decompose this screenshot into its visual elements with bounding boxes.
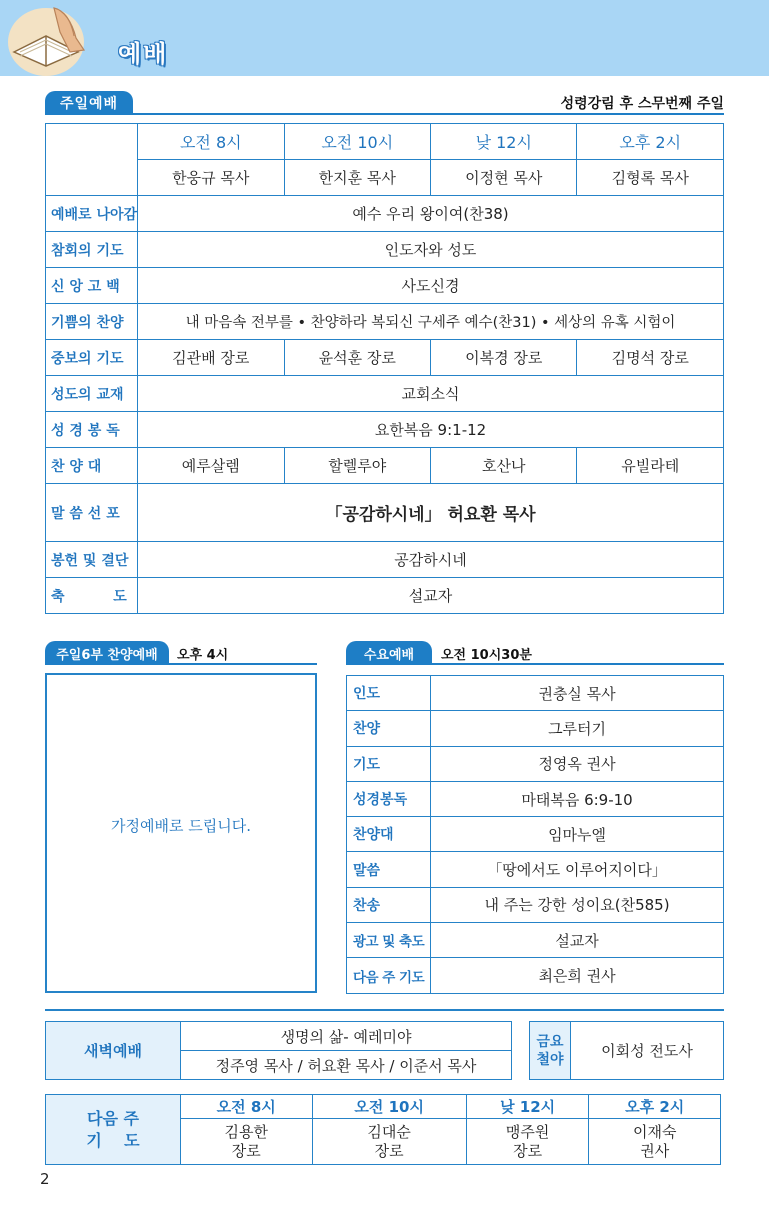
row-label: 봉헌 및 결단 [46, 542, 138, 578]
row-value: 마태복음 6:9-10 [431, 781, 724, 816]
dawn-theme: 생명의 삶- 예레미야 [181, 1022, 512, 1051]
tab-wednesday-worship: 수요예배 [346, 641, 432, 665]
row-label: 성도의 교재 [46, 376, 138, 412]
person-title: 장로 [374, 1141, 404, 1160]
person-name: 맹주원 [505, 1122, 550, 1141]
time-cell: 오후 2시 [577, 124, 724, 160]
friday-label-line: 철야 [536, 1051, 564, 1068]
next-prayer-label-line: 다음 주 [87, 1108, 139, 1128]
tab-underline [45, 113, 724, 115]
friday-vigil-label [530, 1022, 571, 1080]
time-cell: 낮 12시 [431, 124, 577, 160]
row-value: 그루터기 [431, 711, 724, 746]
tab-underline [346, 663, 724, 665]
person-title: 장로 [513, 1141, 543, 1160]
praise-time: 오후 4시 [177, 648, 229, 663]
row-value: 예수 우리 왕이여(찬38) [138, 196, 724, 232]
row-label: 말 씀 선 포 [46, 484, 138, 542]
row-label: 성경봉독 [347, 781, 431, 816]
prayer-cell: 윤석훈 장로 [284, 340, 430, 376]
person-name: 김대순 [367, 1122, 411, 1141]
choir-cell: 예루살렘 [138, 448, 284, 484]
dawn-leaders: 정주영 목사 / 허요환 목사 / 이준서 목사 [181, 1051, 512, 1080]
dawn-worship-table [45, 1021, 512, 1080]
row-value: 사도신경 [138, 268, 724, 304]
choir-cell: 할렐루야 [284, 448, 430, 484]
friday-vigil-table [529, 1021, 724, 1080]
section-divider [45, 1009, 724, 1011]
time-cell: 오전 10시 [284, 124, 430, 160]
row-label: 참회의 기도 [46, 232, 138, 268]
row-label: 광고 및 축도 [347, 923, 431, 958]
row-label: 중보의 기도 [46, 340, 138, 376]
person-title: 장로 [231, 1141, 261, 1160]
prayer-person-cell [466, 1119, 589, 1165]
choir-cell: 유빌라테 [577, 448, 724, 484]
wednesday-time: 오전 10시30분 [441, 648, 532, 663]
pastor-cell: 한지훈 목사 [284, 160, 430, 196]
row-label: 예배로 나아감 [46, 196, 138, 232]
sermon-title: 「공감하시네」 허요환 목사 [138, 484, 724, 542]
row-label: 신 앙 고 백 [46, 268, 138, 304]
row-value: 임마누엘 [431, 817, 724, 852]
person-title: 권사 [640, 1141, 670, 1160]
tab-praise-worship: 주일6부 찬양예배 [45, 641, 169, 665]
person-name: 김용한 [224, 1122, 268, 1141]
row-label: 기쁨의 찬양 [46, 304, 138, 340]
page-number: 2 [40, 1170, 50, 1188]
next-week-prayer-table [45, 1094, 721, 1165]
wednesday-schedule-table [346, 675, 724, 994]
friday-leader: 이회성 전도사 [571, 1022, 724, 1080]
time-cell: 오전 8시 [138, 124, 284, 160]
next-prayer-label-line: 기 도 [86, 1130, 140, 1150]
pastor-cell: 한웅규 목사 [138, 160, 284, 196]
pastor-cell: 이정현 목사 [431, 160, 577, 196]
page-header [0, 0, 769, 76]
family-worship-message: 가정예배로 드립니다. [111, 817, 251, 835]
prayer-cell: 김명석 장로 [577, 340, 724, 376]
row-value: 최은희 권사 [431, 958, 724, 993]
row-value: 내 마음속 전부를 • 찬양하라 복되신 구세주 예수(찬31) • 세상의 유혹 시험이 [138, 304, 724, 340]
row-label: 기도 [347, 746, 431, 781]
time-cell: 오전 10시 [312, 1095, 466, 1119]
row-label: 찬 양 대 [46, 448, 138, 484]
row-label: 축 도 [46, 578, 138, 614]
row-value: 설교자 [138, 578, 724, 614]
choir-cell: 호산나 [431, 448, 577, 484]
sunday-subtitle: 성령강림 후 스무번째 주일 [560, 96, 724, 112]
row-value: 「땅에서도 이루어지이다」 [431, 852, 724, 887]
row-label: 말씀 [347, 852, 431, 887]
time-cell: 오후 2시 [589, 1095, 721, 1119]
row-label: 찬양대 [347, 817, 431, 852]
row-value: 내 주는 강한 성이요(찬585) [431, 887, 724, 922]
prayer-person-cell [181, 1119, 313, 1165]
row-label: 다음 주 기도 [347, 958, 431, 993]
row-value: 정영옥 권사 [431, 746, 724, 781]
prayer-cell: 이복경 장로 [431, 340, 577, 376]
time-cell: 낮 12시 [466, 1095, 589, 1119]
row-value: 공감하시네 [138, 542, 724, 578]
next-prayer-label [46, 1095, 181, 1165]
empty-corner-cell [46, 124, 138, 196]
row-value: 요한복음 9:1-12 [138, 412, 724, 448]
row-label: 인도 [347, 676, 431, 711]
sunday-schedule-table [45, 123, 724, 614]
person-name: 이재숙 [632, 1122, 677, 1141]
row-label: 성 경 봉 독 [46, 412, 138, 448]
pastor-cell: 김형록 목사 [577, 160, 724, 196]
page-title: 예배 [118, 40, 169, 68]
row-value: 설교자 [431, 923, 724, 958]
friday-label-line: 금요 [536, 1033, 564, 1050]
prayer-person-cell [589, 1119, 721, 1165]
praying-hands-bible-icon [6, 2, 96, 76]
tab-underline [45, 663, 317, 665]
row-label: 찬양 [347, 711, 431, 746]
row-value: 인도자와 성도 [138, 232, 724, 268]
tab-sunday-worship: 주일예배 [45, 91, 133, 115]
dawn-worship-label: 새벽예배 [46, 1022, 181, 1080]
prayer-person-cell [312, 1119, 466, 1165]
time-cell: 오전 8시 [181, 1095, 313, 1119]
row-value: 교회소식 [138, 376, 724, 412]
row-label: 찬송 [347, 887, 431, 922]
family-worship-box [45, 673, 317, 993]
row-value: 권충실 목사 [431, 676, 724, 711]
prayer-cell: 김관배 장로 [138, 340, 284, 376]
